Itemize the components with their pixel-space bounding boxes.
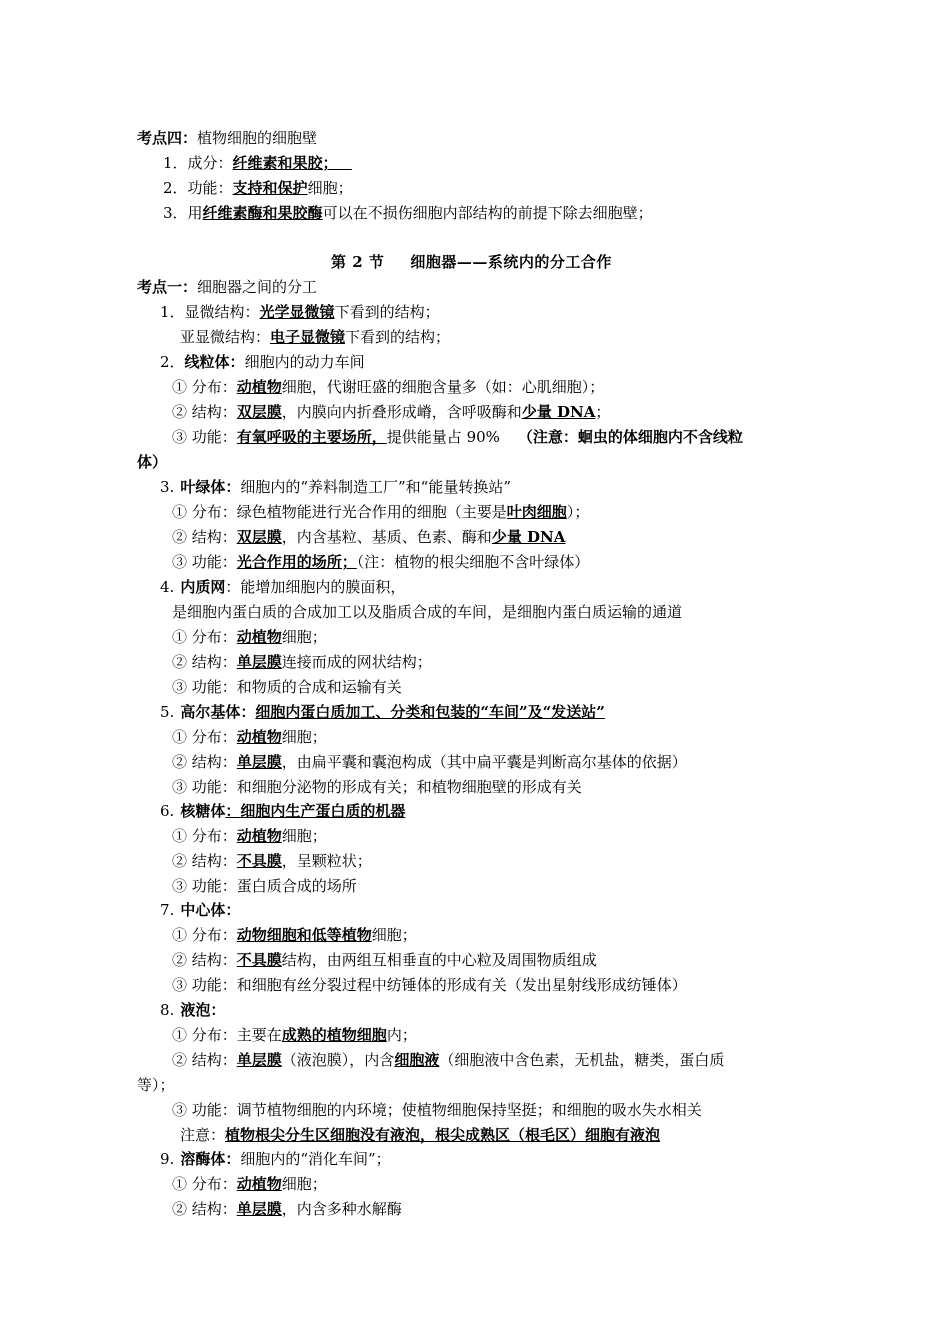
item-text: 结构，由两组互相垂直的中心粒及周围物质组成 <box>281 951 597 969</box>
item-text: ，由扁平囊和囊泡构成（其中扁平囊是判断高尔基体的依据） <box>281 753 687 771</box>
detail-line <box>172 652 432 672</box>
chapter-title <box>331 252 612 272</box>
section-heading <box>137 277 317 297</box>
item-text: 细胞内的“养料制造工厂”和“能量转换站” <box>240 478 512 496</box>
key-term: 单层膜 <box>236 1051 282 1069</box>
item-label: ① 分布： <box>172 728 237 746</box>
underline-blank <box>338 154 352 172</box>
item-label: ② 结构： <box>172 951 237 969</box>
item-label: ① 分布： <box>172 1026 237 1044</box>
item-text: 调节植物细胞的内环境；使植物细胞保持坚挺；和细胞的吸水失水相关 <box>236 1101 702 1119</box>
heading-label: 考点四： <box>137 129 198 147</box>
item-number: 5. <box>160 703 175 721</box>
key-term: 细胞液 <box>394 1051 440 1069</box>
item-label: ③ 功能： <box>172 1101 237 1119</box>
detail-line-continued: 等）； <box>137 1076 175 1094</box>
heading-label: 考点一： <box>137 278 198 296</box>
key-term: 有氧呼吸的主要场所， <box>236 428 387 446</box>
detail-line <box>172 502 589 522</box>
item-label: 2．功能： <box>163 179 233 197</box>
item-label: ① 分布： <box>172 503 237 521</box>
detail-line <box>172 527 565 547</box>
item-text: 和物质的合成和运输有关 <box>236 678 402 696</box>
item-text: ）； <box>566 503 590 521</box>
heading-text: 细胞器之间的分工 <box>197 278 318 296</box>
item-number: 7. <box>160 901 175 919</box>
organelle-name: 溶酶体： <box>180 1150 241 1168</box>
note-label: 注意： <box>180 1126 226 1144</box>
key-term: 动植物 <box>236 827 282 845</box>
detail-line <box>172 752 687 772</box>
item-text: 细胞内的“消化车间”； <box>240 1150 391 1168</box>
organelle-name: 线粒体： <box>184 353 245 371</box>
item-label: ③ 功能： <box>172 553 237 571</box>
organelle-name: 核糖体 <box>180 802 226 820</box>
list-item <box>163 178 353 198</box>
organelle-heading <box>160 900 240 920</box>
item-text: ； <box>595 403 611 421</box>
item-text: 下看到的结构； <box>345 328 451 346</box>
item-number: 6. <box>160 802 175 820</box>
list-item <box>163 153 352 173</box>
item-label: ③ 功能： <box>172 678 237 696</box>
list-item <box>163 203 653 223</box>
item-label: ② 结构： <box>172 1051 237 1069</box>
item-text: 细胞； <box>281 827 327 845</box>
organelle-heading <box>160 1149 391 1169</box>
detail-line <box>172 876 357 896</box>
organelle-name: 中心体： <box>180 901 241 919</box>
organelle-name: 叶绿体： <box>180 478 241 496</box>
key-term: 纤维素和果胶； <box>232 154 338 172</box>
organelle-name: 内质网 <box>180 578 226 596</box>
detail-line <box>172 975 687 995</box>
item-label: ② 结构： <box>172 653 237 671</box>
detail-line <box>172 1174 327 1194</box>
item-label: 亚显微结构： <box>180 328 271 346</box>
organelle-heading <box>160 352 365 372</box>
key-term: 电子显微镜 <box>270 328 346 346</box>
list-item <box>160 302 440 322</box>
detail-line <box>172 627 327 647</box>
item-text: 连接而成的网状结构； <box>281 653 432 671</box>
key-term: 支持和保护 <box>232 179 308 197</box>
key-term: 双层膜 <box>236 528 282 546</box>
list-item <box>180 327 450 347</box>
key-term: 细胞内蛋白质加工、分类和包装的“车间”及“发送站” <box>255 703 605 721</box>
key-term: 动植物 <box>236 628 282 646</box>
item-text: ，内含基粒、基质、色素、酶和 <box>281 528 492 546</box>
item-text: 和细胞有丝分裂过程中纺锤体的形成有关（发出星射线形成纺锤体） <box>236 976 687 994</box>
item-number: 4. <box>160 578 175 596</box>
detail-line <box>172 851 372 871</box>
item-label: ② 结构： <box>172 403 237 421</box>
organelle-heading <box>160 801 405 821</box>
detail-line <box>172 1100 702 1120</box>
key-term: ：细胞内生产蛋白质的机器 <box>225 802 406 820</box>
detail-line <box>172 727 327 747</box>
organelle-heading <box>160 1000 225 1020</box>
item-text: （细胞液中含色素，无机盐，糖类，蛋白质 <box>439 1051 725 1069</box>
key-term: 单层膜 <box>236 1200 282 1218</box>
item-text: ，呈颗粒状； <box>281 852 372 870</box>
item-label: ② 结构： <box>172 528 237 546</box>
item-text: 主要在 <box>236 1026 282 1044</box>
detail-line <box>172 377 604 397</box>
item-number: 9. <box>160 1150 175 1168</box>
item-text: 内； <box>386 1026 417 1044</box>
detail-line <box>172 826 327 846</box>
detail-line <box>172 402 610 422</box>
heading-text: 植物细胞的细胞壁 <box>197 129 318 147</box>
item-label: ① 分布： <box>172 827 237 845</box>
item-label: 3．用 <box>163 204 203 222</box>
item-text: 细胞； <box>281 728 327 746</box>
organelle-description: 是细胞内蛋白质的合成加工以及脂质合成的车间，是细胞内蛋白质运输的通道 <box>172 603 683 621</box>
key-term: 双层膜 <box>236 403 282 421</box>
key-term: 不具膜 <box>236 852 282 870</box>
item-label: ① 分布： <box>172 1175 237 1193</box>
item-text: （注：植物的根尖细胞不含叶绿体） <box>356 553 590 571</box>
key-term: 纤维素酶和果胶酶 <box>202 204 323 222</box>
key-term: 动植物 <box>236 728 282 746</box>
key-term: 单层膜 <box>236 653 282 671</box>
item-text: 细胞； <box>281 628 327 646</box>
detail-line <box>172 925 417 945</box>
item-text: 细胞内的动力车间 <box>244 353 365 371</box>
key-term: 动物细胞和低等植物 <box>236 926 372 944</box>
note-text-continued: 体） <box>137 453 168 471</box>
key-term: 动植物 <box>236 1175 282 1193</box>
key-term: 光学显微镜 <box>259 303 335 321</box>
section-heading <box>137 128 317 148</box>
chapter-number: 第 2 节 <box>331 253 385 271</box>
organelle-name: 液泡： <box>180 1001 226 1019</box>
item-number: 2． <box>160 353 185 371</box>
organelle-heading <box>160 577 405 597</box>
item-text: 细胞； <box>281 1175 327 1193</box>
detail-line <box>172 1199 402 1219</box>
item-label: ① 分布： <box>172 926 237 944</box>
detail-line <box>172 1025 417 1045</box>
item-text: 下看到的结构； <box>334 303 440 321</box>
item-text: ，内膜向内折叠形成嵴，含呼吸酶和 <box>281 403 522 421</box>
key-term: 叶肉细胞 <box>506 503 567 521</box>
detail-line <box>172 1050 724 1070</box>
key-term: 少量 DNA <box>491 528 566 546</box>
organelle-name: 高尔基体： <box>180 703 256 721</box>
detail-line <box>172 427 743 447</box>
item-text: ，内含多种水解酶 <box>281 1200 402 1218</box>
organelle-heading <box>160 702 605 722</box>
key-term: 少量 DNA <box>521 403 596 421</box>
item-label: ③ 功能： <box>172 877 237 895</box>
key-term: 成熟的植物细胞 <box>281 1026 387 1044</box>
key-term: 不具膜 <box>236 951 282 969</box>
detail-line <box>172 777 582 797</box>
chapter-name: 细胞器——系统内的分工合作 <box>410 253 612 271</box>
item-text: 蛋白质合成的场所 <box>236 877 357 895</box>
key-term: 植物根尖分生区细胞没有液泡，根尖成熟区（根毛区）细胞有液泡 <box>225 1126 661 1144</box>
item-label: ③ 功能： <box>172 428 237 446</box>
item-text: 提供能量占 90% <box>386 428 500 446</box>
item-text: （液泡膜），内含 <box>281 1051 395 1069</box>
detail-line <box>172 677 402 697</box>
item-label: ② 结构： <box>172 753 237 771</box>
item-label: ① 分布： <box>172 378 237 396</box>
detail-line <box>172 950 597 970</box>
key-term: 光合作用的场所； <box>236 553 357 571</box>
item-label: ① 分布： <box>172 628 237 646</box>
key-term: 单层膜 <box>236 753 282 771</box>
item-label: ③ 功能： <box>172 778 237 796</box>
organelle-heading <box>160 477 511 497</box>
item-label: ② 结构： <box>172 852 237 870</box>
item-text: 可以在不损伤细胞内部结构的前提下除去细胞壁； <box>322 204 653 222</box>
item-text: 绿色植物能进行光合作用的细胞（主要是 <box>236 503 507 521</box>
item-text: ：能增加细胞内的膜面积， <box>225 578 406 596</box>
item-number: 8. <box>160 1001 175 1019</box>
note-text: （注意：蛔虫的体细胞内不含线粒 <box>517 428 743 446</box>
note-line <box>180 1125 660 1145</box>
item-label: ③ 功能： <box>172 976 237 994</box>
item-label: ② 结构： <box>172 1200 237 1218</box>
item-text: 细胞，代谢旺盛的细胞含量多（如：心肌细胞）； <box>281 378 605 396</box>
key-term: 动植物 <box>236 378 282 396</box>
detail-line <box>172 552 589 572</box>
item-label: 1．显微结构： <box>160 303 260 321</box>
item-text: 细胞； <box>307 179 353 197</box>
item-number: 3. <box>160 478 175 496</box>
item-label: 1．成分： <box>163 154 233 172</box>
item-text: 细胞； <box>371 926 417 944</box>
item-text: 和细胞分泌物的形成有关；和植物细胞壁的形成有关 <box>236 778 582 796</box>
